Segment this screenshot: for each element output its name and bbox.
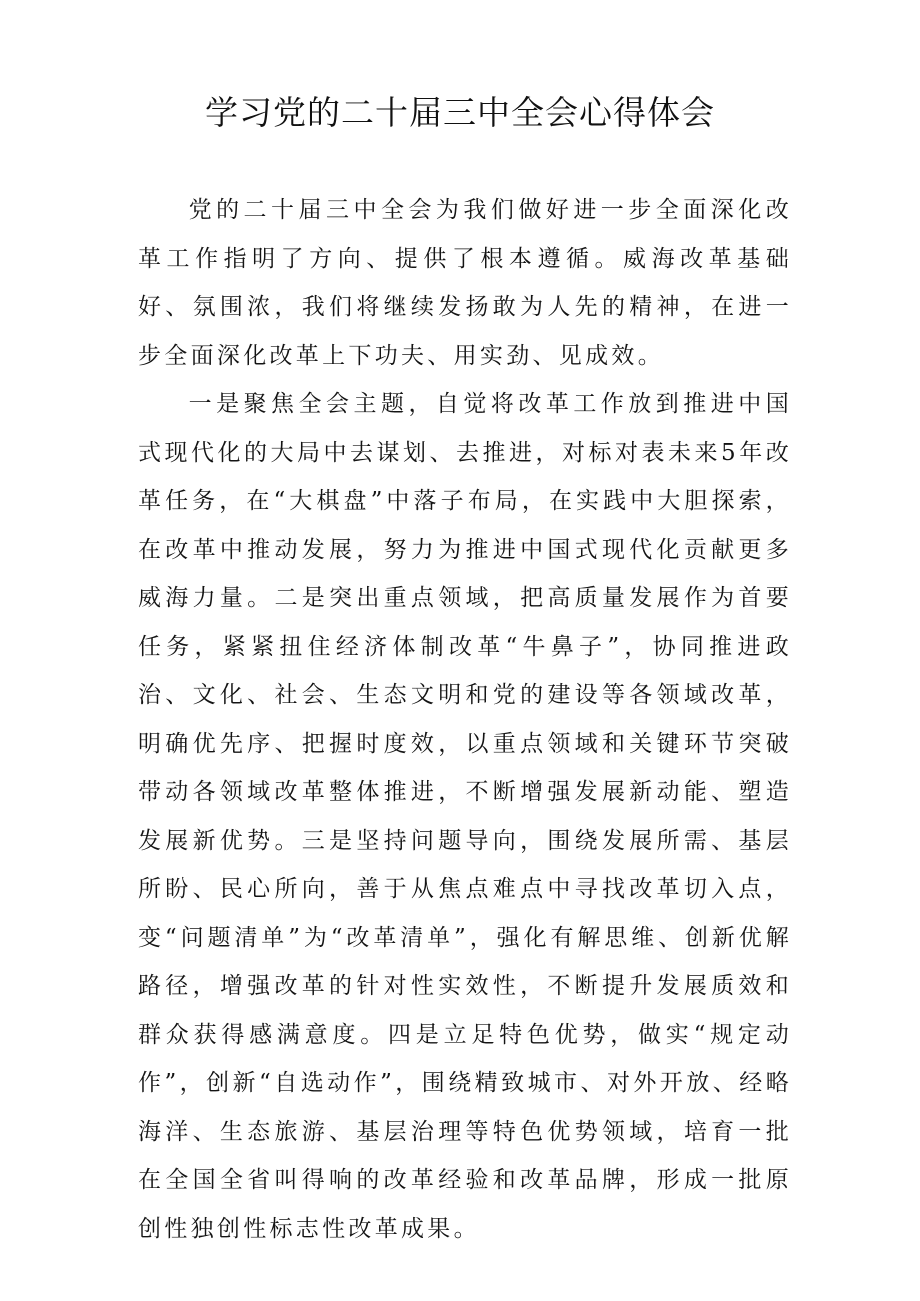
document-title: 学习党的二十届三中全会心得体会 xyxy=(205,93,715,132)
paragraph-intro: 党的二十届三中全会为我们做好进一步全面深化改革工作指明了方向、提供了根本遵循。威海改革基础好、氛围浓，我们将继续发扬敢为人先的精神，在进一步全面深化改革上下功夫、用实劲、见成效。 xyxy=(138,197,792,369)
document-body xyxy=(138,186,792,1253)
paragraph-points: 一是聚焦全会主题，自觉将改革工作放到推进中国式现代化的大局中去谋划、去推进，对标对表未来5年改革任务，在“大棋盘”中落子布局，在实践中大胆探索，在改革中推动发展，努力为推进中国式现代化贡献更多威海力量。二是突出重点领域，把高质量发展作为首要任务，紧紧扭住经济体制改革“牛鼻子”，协同推进政治、文化、社会、生态文明和党的建设等各领域改革，明确优先序、把握时度效，以重点领域和关键环节突破带动各领域改革整体推进，不断增强发展新动能、塑造发展新优势。三是坚持问题导向，围绕发展所需、基层所盼、民心所向，善于从焦点难点中寻找改革切入点，变“问题清单”为“改革清单”，强化有解思维、创新优解路径，增强改革的针对性实效性，不断提升发展质效和群众获得感满意度。四是立足特色优势，做实“规定动作”，创新“自选动作”，围绕精致城市、对外开放、经略海洋、生态旅游、基层治理等特色优势领域，培育一批在全国全省叫得响的改革经验和改革品牌，形成一批原创性独创性标志性改革成果。 xyxy=(138,391,792,1242)
